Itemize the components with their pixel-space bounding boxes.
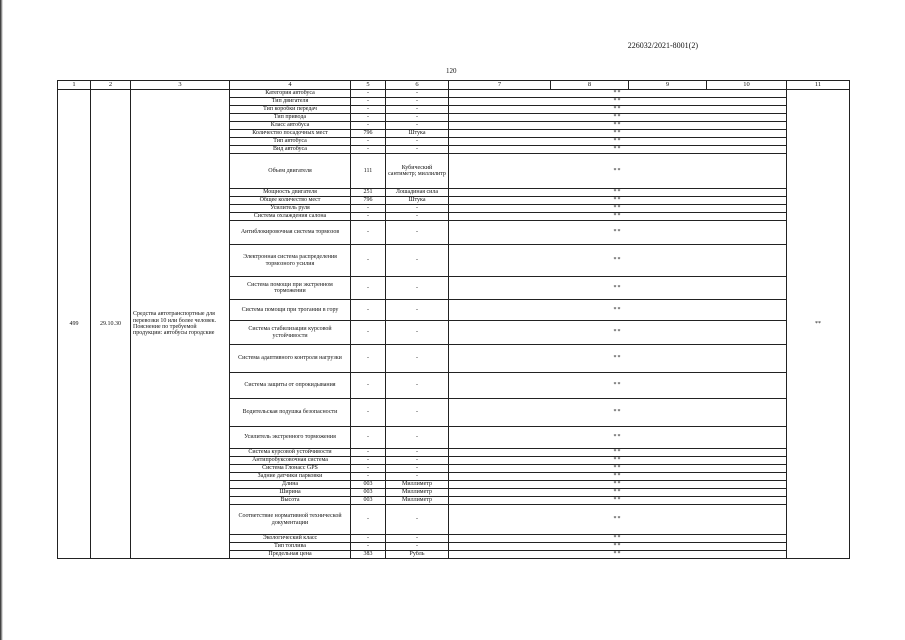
unit-name: - — [386, 213, 449, 221]
characteristic-name: Тип автобуса — [230, 138, 351, 146]
okpd-code: 29.10.30 — [91, 90, 131, 559]
unit-code: - — [351, 373, 386, 399]
unit-code: - — [351, 277, 386, 300]
unit-name: - — [386, 138, 449, 146]
unit-name: - — [386, 98, 449, 106]
registry-table — [57, 80, 850, 559]
unit-code: 796 — [351, 197, 386, 205]
column-header: 3 — [131, 81, 230, 90]
characteristic-value: ** — [449, 473, 787, 481]
unit-name: - — [386, 465, 449, 473]
characteristic-name: Усилитель руля — [230, 205, 351, 213]
unit-name: - — [386, 457, 449, 465]
unit-code: - — [351, 505, 386, 535]
unit-name: Миллиметр — [386, 481, 449, 489]
characteristic-name: Усилитель экстренного торможения — [230, 427, 351, 449]
characteristic-value: ** — [449, 277, 787, 300]
entry-number: 499 — [58, 90, 91, 559]
characteristic-value: ** — [449, 205, 787, 213]
unit-name: - — [386, 90, 449, 98]
characteristic-name: Задние датчики парковки — [230, 473, 351, 481]
characteristic-value: ** — [449, 221, 787, 245]
unit-name: - — [386, 505, 449, 535]
column-header: 5 — [351, 81, 386, 90]
characteristic-value: ** — [449, 154, 787, 189]
unit-name: Рубль — [386, 551, 449, 559]
characteristic-name: Тип коробки передач — [230, 106, 351, 114]
unit-code: 796 — [351, 130, 386, 138]
characteristic-name: Электронная система распределения тормозного усилия — [230, 245, 351, 277]
unit-name: - — [386, 122, 449, 130]
characteristic-value: ** — [449, 146, 787, 154]
unit-name: Лошадиная сила — [386, 189, 449, 197]
characteristic-name: Тип двигателя — [230, 98, 351, 106]
unit-name: - — [386, 373, 449, 399]
characteristic-value: ** — [449, 345, 787, 373]
unit-name: - — [386, 277, 449, 300]
unit-code: - — [351, 535, 386, 543]
unit-code: - — [351, 98, 386, 106]
characteristic-value: ** — [449, 189, 787, 197]
characteristic-name: Экологический класс — [230, 535, 351, 543]
characteristic-value: ** — [449, 543, 787, 551]
column-header: 6 — [386, 81, 449, 90]
unit-code: - — [351, 449, 386, 457]
characteristic-value: ** — [449, 114, 787, 122]
unit-name: - — [386, 146, 449, 154]
characteristic-value: ** — [449, 427, 787, 449]
characteristic-name: Система стабилизации курсовой устойчивости — [230, 321, 351, 345]
table-header-row — [58, 81, 850, 90]
characteristic-name: Система адаптивного контроля нагрузки — [230, 345, 351, 373]
unit-name: - — [386, 543, 449, 551]
unit-name: Миллиметр — [386, 489, 449, 497]
unit-name: Миллиметр — [386, 497, 449, 505]
characteristic-value: ** — [449, 551, 787, 559]
unit-name: - — [386, 106, 449, 114]
characteristic-name: Тип топлива — [230, 543, 351, 551]
unit-name: - — [386, 427, 449, 449]
column-header: 4 — [230, 81, 351, 90]
characteristic-name: Высота — [230, 497, 351, 505]
unit-code: - — [351, 543, 386, 551]
unit-code: - — [351, 427, 386, 449]
characteristic-value: ** — [449, 505, 787, 535]
column-header: 9 — [629, 81, 707, 90]
characteristic-name: Длина — [230, 481, 351, 489]
unit-name: - — [386, 221, 449, 245]
characteristic-name: Объем двигателя — [230, 154, 351, 189]
characteristic-value: ** — [449, 138, 787, 146]
unit-code: - — [351, 245, 386, 277]
table-body — [58, 90, 850, 559]
column-header: 1 — [58, 81, 91, 90]
characteristic-name: Категория автобуса — [230, 90, 351, 98]
unit-name: - — [386, 205, 449, 213]
characteristic-name: Количество посадочных мест — [230, 130, 351, 138]
unit-code: - — [351, 114, 386, 122]
characteristic-value: ** — [449, 399, 787, 427]
unit-code: - — [351, 221, 386, 245]
unit-code: 251 — [351, 189, 386, 197]
document-id: 226032/2021-8001(2) — [627, 41, 698, 50]
unit-code: - — [351, 321, 386, 345]
characteristic-name: Антипробуксовочная система — [230, 457, 351, 465]
unit-code: - — [351, 205, 386, 213]
unit-code: 383 — [351, 551, 386, 559]
unit-code: - — [351, 345, 386, 373]
unit-code: - — [351, 122, 386, 130]
unit-name: - — [386, 321, 449, 345]
characteristic-name: Антиблокировочная система тормозов — [230, 221, 351, 245]
unit-name: - — [386, 399, 449, 427]
unit-code: 111 — [351, 154, 386, 189]
characteristic-name: Предельная цена — [230, 551, 351, 559]
characteristic-value: ** — [449, 98, 787, 106]
unit-name: Кубический сантиметр; миллилитр — [386, 154, 449, 189]
unit-code: - — [351, 213, 386, 221]
unit-code: - — [351, 465, 386, 473]
unit-name: - — [386, 300, 449, 321]
characteristic-value: ** — [449, 245, 787, 277]
characteristic-value: ** — [449, 535, 787, 543]
unit-code: - — [351, 106, 386, 114]
characteristic-value: ** — [449, 300, 787, 321]
unit-code: - — [351, 146, 386, 154]
characteristic-name: Ширина — [230, 489, 351, 497]
characteristic-name: Тип привода — [230, 114, 351, 122]
unit-code: - — [351, 399, 386, 427]
unit-name: - — [386, 473, 449, 481]
unit-name: Штука — [386, 197, 449, 205]
column-header: 8 — [551, 81, 629, 90]
characteristic-name: Класс автобуса — [230, 122, 351, 130]
unit-code: 003 — [351, 489, 386, 497]
characteristic-name: Соответствие нормативной технической документации — [230, 505, 351, 535]
characteristic-value: ** — [449, 321, 787, 345]
unit-code: 003 — [351, 497, 386, 505]
characteristic-name: Общее количество мест — [230, 197, 351, 205]
table-row — [58, 90, 850, 98]
characteristic-name: Система охлаждения салона — [230, 213, 351, 221]
unit-code: - — [351, 138, 386, 146]
unit-name: - — [386, 535, 449, 543]
characteristic-value: ** — [449, 449, 787, 457]
characteristic-value: ** — [449, 465, 787, 473]
unit-name: - — [386, 114, 449, 122]
column-header: 11 — [787, 81, 850, 90]
characteristic-value: ** — [449, 481, 787, 489]
unit-name: - — [386, 449, 449, 457]
characteristic-name: Система Глонасс GPS — [230, 465, 351, 473]
characteristic-name: Водительская подушка безопасности — [230, 399, 351, 427]
characteristic-value: ** — [449, 497, 787, 505]
product-name: Средства автотранспортные для перевозки 10 или более человек. Пояснение по требуемой продукции: автобусы городские — [131, 90, 230, 559]
characteristic-name: Система защиты от опрокидывания — [230, 373, 351, 399]
unit-code: - — [351, 473, 386, 481]
unit-name: - — [386, 245, 449, 277]
characteristic-name: Мощность двигателя — [230, 189, 351, 197]
unit-code: - — [351, 300, 386, 321]
characteristic-name: Система помощи при экстренном торможении — [230, 277, 351, 300]
column-header: 7 — [449, 81, 551, 90]
unit-code: 003 — [351, 481, 386, 489]
characteristic-value: ** — [449, 122, 787, 130]
column-11-value: ** — [787, 90, 850, 559]
characteristic-value: ** — [449, 457, 787, 465]
characteristic-name: Вид автобуса — [230, 146, 351, 154]
unit-name: - — [386, 345, 449, 373]
page-number: 120 — [446, 67, 457, 75]
unit-code: - — [351, 457, 386, 465]
unit-code: - — [351, 90, 386, 98]
unit-name: Штука — [386, 130, 449, 138]
characteristic-value: ** — [449, 373, 787, 399]
characteristic-value: ** — [449, 106, 787, 114]
characteristic-value: ** — [449, 213, 787, 221]
characteristic-value: ** — [449, 90, 787, 98]
column-header: 2 — [91, 81, 131, 90]
characteristic-name: Система курсовой устойчивости — [230, 449, 351, 457]
characteristic-value: ** — [449, 130, 787, 138]
column-header: 10 — [707, 81, 787, 90]
characteristic-value: ** — [449, 489, 787, 497]
characteristic-value: ** — [449, 197, 787, 205]
scan-page-edge — [0, 0, 3, 640]
characteristic-name: Система помощи при трогании в гору — [230, 300, 351, 321]
